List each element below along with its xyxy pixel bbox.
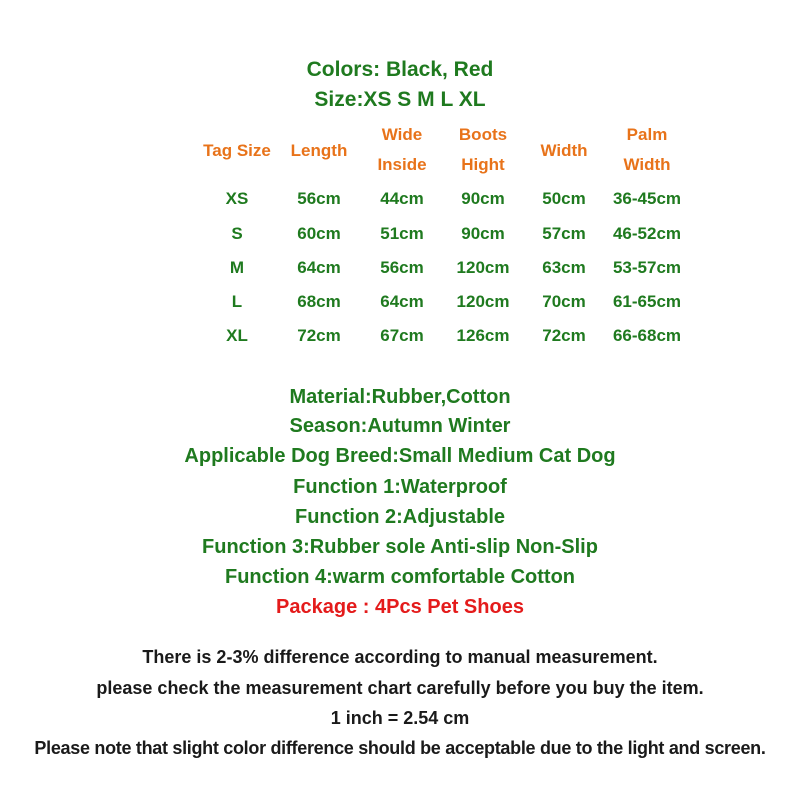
cell-length: 68cm — [297, 292, 341, 311]
cell-wide-inside: 56cm — [380, 258, 424, 277]
cell-tag-size: XL — [226, 326, 248, 345]
detail-function-1: Function 1:Waterproof — [293, 476, 507, 498]
note-color-difference: Please note that slight color difference should be acceptable due to the light and screen. — [34, 738, 766, 758]
col-header-palm-width: Palm Width — [623, 125, 671, 174]
detail-function-4: Function 4:warm comfortable Cotton — [225, 566, 575, 588]
cell-tag-size: XS — [225, 189, 249, 208]
cell-wide-inside: 64cm — [380, 292, 424, 311]
cell-boots-hight: 90cm — [461, 224, 505, 243]
cell-tag-size: S — [231, 224, 243, 243]
cell-length: 56cm — [297, 189, 341, 208]
note-inch-conversion: 1 inch = 2.54 cm — [330, 708, 470, 728]
col-header-width: Width — [540, 141, 588, 160]
col-header-tag-size: Tag Size — [203, 141, 271, 160]
cell-width: 70cm — [542, 292, 586, 311]
package-line: Package : 4Pcs Pet Shoes — [276, 596, 524, 618]
detail-function-2: Function 2:Adjustable — [295, 506, 505, 528]
cell-boots-hight: 90cm — [461, 189, 505, 208]
detail-material: Material:Rubber,Cotton — [289, 386, 511, 408]
cell-boots-hight: 120cm — [456, 258, 510, 277]
detail-season: Season:Autumn Winter — [289, 415, 511, 437]
cell-palm-width: 61-65cm — [612, 292, 682, 311]
cell-length: 72cm — [297, 326, 341, 345]
cell-width: 57cm — [542, 224, 586, 243]
colors-line: Colors: Black, Red — [306, 58, 494, 81]
cell-boots-hight: 126cm — [456, 326, 510, 345]
cell-boots-hight: 120cm — [456, 292, 510, 311]
detail-breed: Applicable Dog Breed:Small Medium Cat Dog — [184, 445, 616, 467]
cell-length: 64cm — [297, 258, 341, 277]
cell-palm-width: 36-45cm — [612, 189, 682, 208]
col-header-wide-inside: Wide Inside — [377, 125, 427, 174]
cell-width: 50cm — [542, 189, 586, 208]
cell-tag-size: M — [229, 258, 245, 277]
note-check-chart: please check the measurement chart carefully before you buy the item. — [96, 678, 704, 698]
cell-width: 63cm — [542, 258, 586, 277]
cell-tag-size: L — [231, 292, 243, 311]
col-header-boots-hight: Boots Hight — [458, 125, 508, 174]
note-measurement-difference: There is 2-3% difference according to manual measurement. — [142, 647, 658, 667]
cell-width: 72cm — [542, 326, 586, 345]
cell-wide-inside: 51cm — [380, 224, 424, 243]
detail-function-3: Function 3:Rubber sole Anti-slip Non-Slip — [202, 536, 598, 558]
cell-palm-width: 66-68cm — [612, 326, 682, 345]
cell-wide-inside: 67cm — [380, 326, 424, 345]
cell-wide-inside: 44cm — [380, 189, 424, 208]
cell-length: 60cm — [297, 224, 341, 243]
cell-palm-width: 53-57cm — [612, 258, 682, 277]
cell-palm-width: 46-52cm — [612, 224, 682, 243]
col-header-length: Length — [290, 141, 348, 160]
sizes-line: Size:XS S M L XL — [314, 88, 486, 111]
